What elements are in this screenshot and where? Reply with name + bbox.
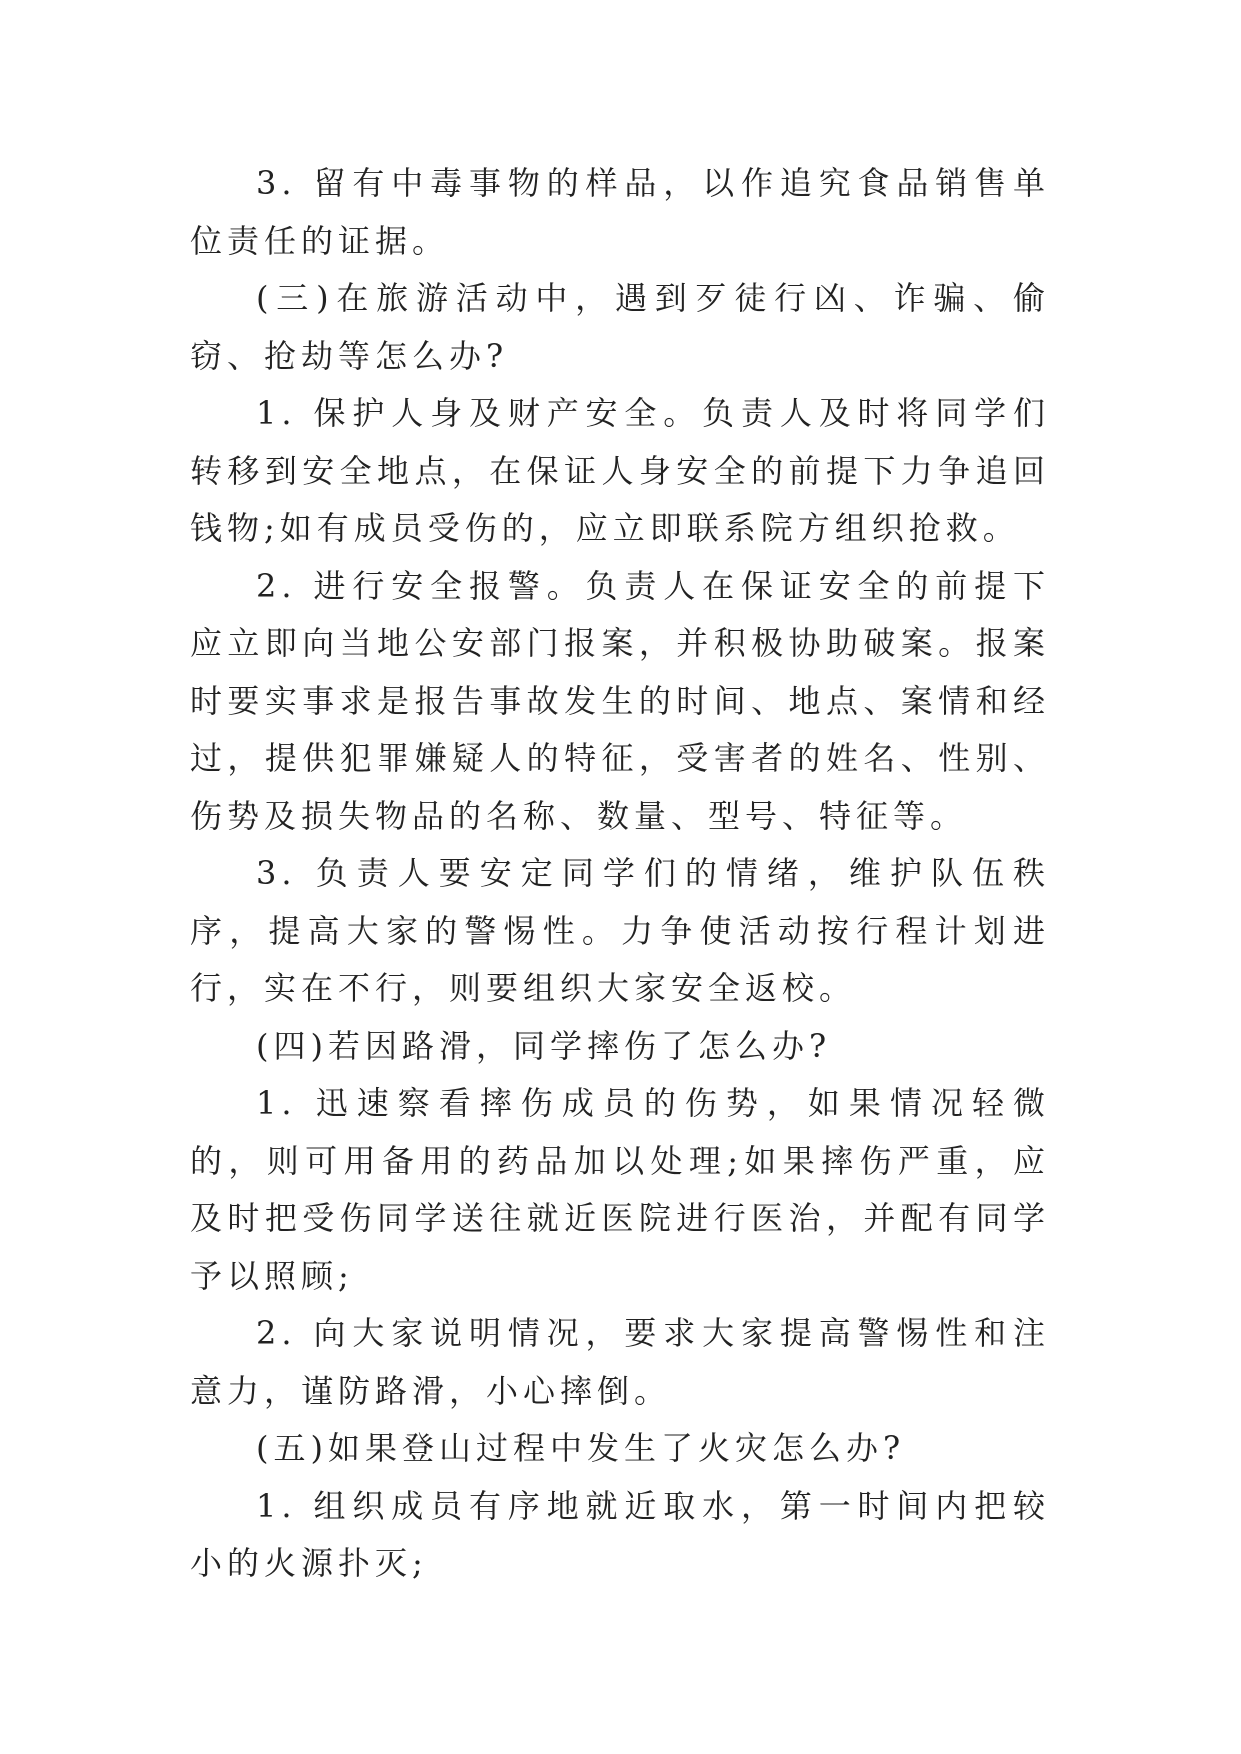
paragraph-report-police: 2. 进行安全报警。负责人在保证安全的前提下应立即向当地公安部门报案，并积极协助破案。报案时要实事求是报告事故发生的时间、地点、案情和经过，提供犯罪嫌疑人的特征，受害者的姓名、性别、伤势及损失物品的名称、数量、型号、特征等。: [190, 566, 1050, 835]
paragraph-evidence: 3. 留有中毒事物的样品，以作追究食品销售单位责任的证据。: [190, 164, 1050, 260]
paragraph-check-injury: 1. 迅速察看摔伤成员的伤势，如果情况轻微的，则可用备用的药品加以处理;如果摔伤严重，应及时把受伤同学送往就近医院进行医治，并配有同学予以照顾;: [190, 1084, 1050, 1295]
paragraph-protect-safety: 1. 保护人身及财产安全。负责人及时将同学们转移到安全地点，在保证人身安全的前提下力争追回钱物;如有成员受伤的，应立即联系院方组织抢救。: [190, 394, 1050, 547]
paragraph-calm-students: 3. 负责人要安定同学们的情绪，维护队伍秩序，提高大家的警惕性。力争使活动按行程计划进行，实在不行，则要组织大家安全返校。: [190, 854, 1050, 1007]
heading-fire: (五)如果登山过程中发生了火灾怎么办?: [256, 1429, 906, 1467]
paragraph-warn-group: 2. 向大家说明情况，要求大家提高警惕性和注意力，谨防路滑，小心摔倒。: [190, 1314, 1050, 1410]
heading-slip-injury: (四)若因路滑，同学摔伤了怎么办?: [256, 1026, 832, 1065]
paragraph-extinguish-fire: 1. 组织成员有序地就近取水，第一时间内把较小的火源扑灭;: [190, 1486, 1050, 1582]
document-body: [190, 155, 1050, 1593]
heading-robbery: (三)在旅游活动中，遇到歹徒行凶、诈骗、偷窃、抢劫等怎么办?: [190, 279, 1050, 375]
